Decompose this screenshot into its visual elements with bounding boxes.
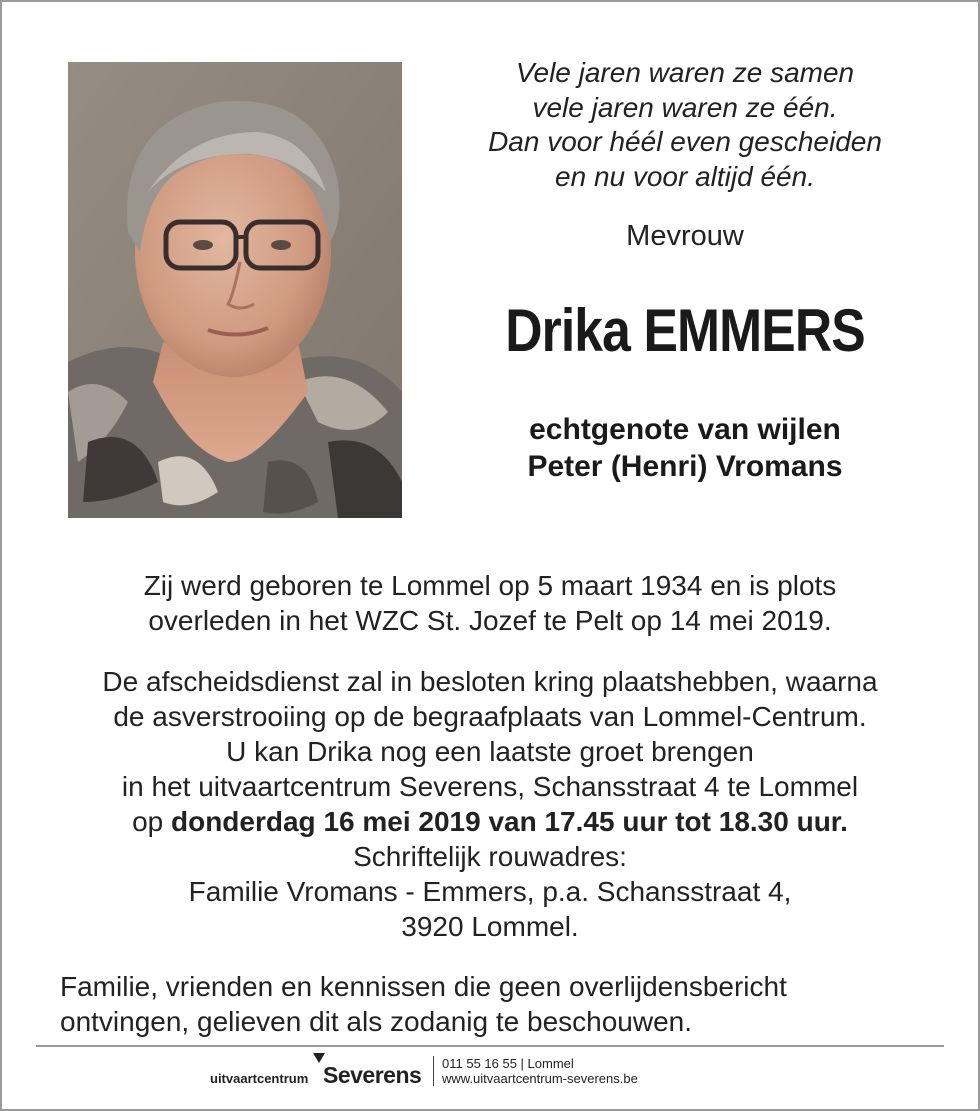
address-line: Familie Vromans - Emmers, p.a. Schansstraat 4, — [188, 876, 792, 907]
service-line: in het uitvaartcentrum Severens, Schansstraat 4 te Lommel — [121, 771, 859, 802]
service-line: De afscheidsdienst zal in besloten kring plaatshebben, waarna — [102, 666, 878, 697]
contact-website: www.uitvaartcentrum-severens.be — [442, 1071, 638, 1086]
contact-phone: 011 55 16 55 | Lommel — [442, 1056, 574, 1071]
service-line: de asverstrooiing op de begraafplaats van Lommel-Centrum. — [113, 701, 867, 732]
death-line: overleden in het WZC St. Jozef te Pelt op 14 mei 2019. — [148, 605, 832, 636]
honorific: Mevrouw — [626, 220, 744, 252]
poem-line: Vele jaren waren ze samen — [515, 57, 855, 88]
portrait-photo — [68, 62, 402, 518]
poem-line: Dan voor héél even gescheiden — [488, 126, 882, 157]
service-info — [20, 664, 960, 944]
visitation-time — [20, 804, 960, 839]
footer-separator — [433, 1056, 434, 1086]
poem — [420, 56, 950, 194]
closing-line: Familie, vrienden en kennissen die geen overlijdensbericht — [60, 971, 787, 1002]
logo-text-brand: Severens — [323, 1062, 422, 1088]
poem-line: en nu voor altijd één. — [555, 160, 815, 192]
address-line: 3920 Lommel. — [401, 911, 579, 942]
closing-note — [60, 969, 960, 1039]
spouse-info — [420, 411, 950, 485]
birth-line: Zij werd geboren te Lommel op 5 maart 1934 en is plots — [143, 570, 837, 601]
deceased-name: Drika EMMERS — [505, 297, 865, 364]
spouse-line: echtgenote van wijlen — [529, 413, 841, 446]
service-line: U kan Drika nog een laatste groet brengen — [226, 736, 754, 767]
spouse-name: Peter (Henri) Vromans — [527, 450, 843, 483]
footer — [0, 1052, 980, 1092]
contact-info — [442, 1056, 638, 1086]
address-heading: Schriftelijk rouwadres: — [353, 841, 627, 872]
visitation-prefix: op — [132, 806, 164, 837]
poem-line: vele jaren waren ze één. — [532, 91, 838, 123]
visitation-date: donderdag 16 mei 2019 van 17.45 uur tot 18.30 uur. — [171, 806, 848, 837]
closing-line: ontvingen, gelieven dit als zodanig te beschouwen. — [60, 1006, 692, 1037]
logo-text-small: uitvaartcentrum — [210, 1071, 309, 1086]
birth-death-info — [20, 568, 960, 638]
footer-divider — [36, 1045, 944, 1047]
